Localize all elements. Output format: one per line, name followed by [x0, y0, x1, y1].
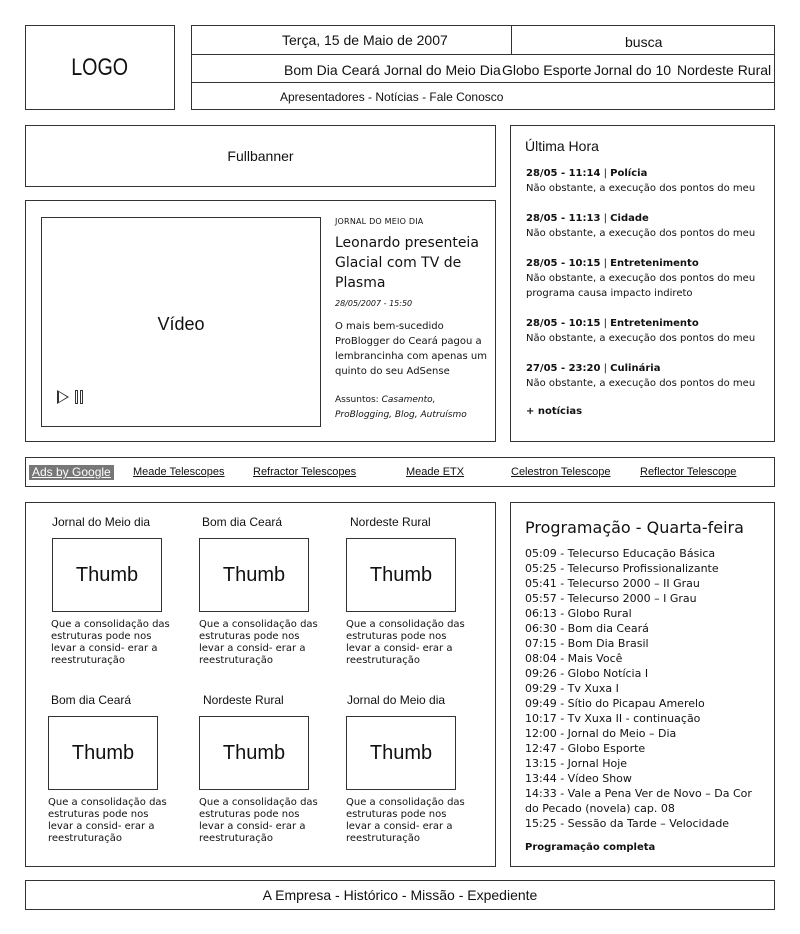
schedule-row[interactable]: 05:57 - Telecurso 2000 – I Grau	[525, 592, 697, 605]
schedule-row[interactable]: 05:41 - Telecurso 2000 – II Grau	[525, 577, 700, 590]
ads-by-google-badge[interactable]: Ads by Google	[29, 465, 114, 480]
thumb-image[interactable]	[48, 716, 158, 790]
logo-text: LOGO	[71, 53, 129, 81]
schedule-row[interactable]: 07:15 - Bom Dia Brasil	[525, 637, 649, 650]
story-kicker: JORNAL DO MEIO DIA	[335, 217, 424, 226]
fullbanner-ad[interactable]	[25, 125, 496, 187]
featured-story	[25, 200, 496, 442]
list-item[interactable]: 27/05 - 23:20 | Culinária Não obstante, a execução dos pontos do meu	[526, 363, 756, 389]
ultima-hora-list	[526, 166, 766, 406]
ad-link-celestron-telescope[interactable]: Celestron Telescope	[511, 466, 611, 478]
nav-jornal-do-10[interactable]: Jornal do 10	[594, 62, 672, 78]
programacao-panel	[510, 502, 775, 867]
thumb-text: Que a consolidação das estruturas pode nos levar a consid- erar a reestruturação	[48, 797, 167, 844]
item-text: Não obstante, a execução dos pontos do meu	[526, 333, 756, 344]
story-timestamp: 28/05/2007 - 15:50	[335, 299, 413, 308]
schedule-row[interactable]: 13:44 - Vídeo Show	[525, 772, 632, 785]
thumb-title: Nordeste Rural	[203, 693, 284, 707]
schedule-row[interactable]: 09:26 - Globo Notícia I	[525, 667, 649, 680]
footer	[25, 880, 775, 910]
ads-bar	[25, 457, 775, 487]
nav-globo-esporte[interactable]: Globo Esporte	[502, 62, 592, 78]
item-text: Não obstante, a execução dos pontos do meu	[526, 378, 756, 389]
schedule-row[interactable]: 09:49 - Sítio do Picapau Amerelo	[525, 697, 705, 710]
fullbanner-label: Fullbanner	[227, 148, 294, 164]
item-text: Não obstante, a execução dos pontos do meu	[526, 183, 756, 194]
footer-links[interactable]: A Empresa - Histórico - Missão - Expediente	[262, 887, 538, 903]
schedule-row[interactable]: 13:15 - Jornal Hoje	[525, 757, 628, 770]
header-top-row	[192, 26, 774, 55]
ultima-hora-panel	[510, 125, 775, 442]
thumb-image[interactable]	[346, 716, 456, 790]
story-topics	[335, 393, 495, 423]
item-text: Não obstante, a execução dos pontos do meu programa causa impacto indireto	[526, 273, 756, 299]
header-sublinks[interactable]: Apresentadores - Notícias - Fale Conosco	[280, 90, 504, 104]
item-time: 28/05 - 11:13	[526, 213, 601, 224]
current-date: Terça, 15 de Maio de 2007	[282, 32, 448, 48]
thumb-text: Que a consolidação das estruturas pode nos levar a consid- erar a reestruturação	[346, 619, 465, 666]
thumb-text: Que a consolidação das estruturas pode nos levar a consid- erar a reestruturação	[51, 619, 170, 666]
thumb-text: Que a consolidação das estruturas pode nos levar a consid- erar a reestruturação	[199, 619, 318, 666]
thumb-title: Bom dia Ceará	[202, 515, 283, 529]
thumb-label: Thumb	[369, 741, 433, 764]
thumb-title: Jornal do Meio dia	[52, 515, 151, 529]
thumb-title: Jornal do Meio dia	[347, 693, 446, 707]
thumb-image[interactable]	[52, 538, 162, 612]
schedule-row[interactable]: 12:47 - Globo Esporte	[525, 742, 646, 755]
thumb-label: Thumb	[222, 741, 286, 764]
schedule-row[interactable]: 05:25 - Telecurso Profissionalizante	[525, 562, 719, 575]
thumb-image[interactable]	[199, 538, 309, 612]
thumb-title: Bom dia Ceará	[51, 693, 132, 707]
item-category: Entretenimento	[610, 318, 699, 329]
thumb-label: Thumb	[369, 563, 433, 586]
item-category: Culinária	[610, 363, 661, 374]
item-text: Não obstante, a execução dos pontos do meu	[526, 228, 756, 239]
thumb-text: Que a consolidação das estruturas pode nos levar a consid- erar a reestruturação	[346, 797, 465, 844]
item-time: 28/05 - 11:14	[526, 168, 601, 179]
item-time: 28/05 - 10:15	[526, 258, 601, 269]
programacao-list	[525, 546, 769, 831]
pause-icon[interactable]	[75, 390, 84, 404]
item-time: 28/05 - 10:15	[526, 318, 601, 329]
item-category: Cidade	[610, 213, 649, 224]
nav-bom-dia-ceara[interactable]: Bom Dia Ceará	[284, 62, 380, 78]
ad-link-reflector-telescope[interactable]: Reflector Telescope	[640, 466, 737, 478]
story-headline[interactable]: Leonardo presenteia Glacial com TV de Plasma	[335, 235, 479, 291]
schedule-row[interactable]: 08:04 - Mais Você	[525, 652, 623, 665]
thumb-label: Thumb	[75, 563, 139, 586]
schedule-row[interactable]: 05:09 - Telecurso Educação Básica	[525, 547, 716, 560]
list-item[interactable]: 28/05 - 11:14 | Polícia Não obstante, a execução dos pontos do meu	[526, 168, 756, 194]
more-news-link[interactable]: + notícias	[526, 406, 583, 417]
thumb-label: Thumb	[71, 741, 135, 764]
video-player[interactable]	[41, 217, 321, 427]
item-category: Polícia	[610, 168, 648, 179]
full-schedule-link[interactable]: Programação completa	[525, 842, 656, 853]
nav-jornal-do-meio-dia[interactable]: Jornal do Meio Dia	[384, 62, 501, 78]
item-time: 27/05 - 23:20	[526, 363, 601, 374]
schedule-row[interactable]: 14:33 - Vale a Pena Ver de Novo – Da Cor do Pecado (novela) cap. 08	[525, 787, 752, 815]
ad-link-meade-telescopes[interactable]: Meade Telescopes	[133, 466, 225, 478]
thumb-image[interactable]	[199, 716, 309, 790]
schedule-row[interactable]: 06:30 - Bom dia Ceará	[525, 622, 649, 635]
schedule-row[interactable]: 15:25 - Sessão da Tarde – Velocidade	[525, 817, 730, 830]
list-item[interactable]: 28/05 - 11:13 | Cidade Não obstante, a execução dos pontos do meu	[526, 213, 756, 239]
topics-label: Assuntos:	[335, 395, 379, 405]
header-divider	[511, 26, 512, 55]
nav-nordeste-rural[interactable]: Nordeste Rural	[677, 62, 772, 78]
video-label: Vídeo	[157, 314, 205, 334]
play-icon[interactable]	[57, 390, 69, 404]
schedule-row[interactable]: 10:17 - Tv Xuxa II - continuação	[525, 712, 701, 725]
thumb-label: Thumb	[222, 563, 286, 586]
thumb-image[interactable]	[346, 538, 456, 612]
header-bar	[191, 25, 775, 110]
programacao-title: Programação - Quarta-feira	[525, 518, 744, 537]
item-category: Entretenimento	[610, 258, 699, 269]
thumbs-grid	[25, 502, 496, 867]
search-link[interactable]: busca	[625, 34, 663, 50]
schedule-row[interactable]: 09:29 - Tv Xuxa I	[525, 682, 619, 695]
ad-link-refractor-telescopes[interactable]: Refractor Telescopes	[253, 466, 357, 478]
schedule-row[interactable]: 06:13 - Globo Rural	[525, 607, 632, 620]
thumb-title: Nordeste Rural	[350, 515, 431, 529]
ultima-hora-title: Última Hora	[525, 138, 599, 154]
logo[interactable]	[25, 25, 175, 110]
ad-link-meade-etx[interactable]: Meade ETX	[406, 466, 465, 478]
list-item[interactable]: 28/05 - 10:15 | Entretenimento Não obstante, a execução dos pontos do meu programa causa impacto indireto	[526, 258, 756, 299]
schedule-row[interactable]: 12:00 - Jornal do Meio – Dia	[525, 727, 677, 740]
thumb-text: Que a consolidação das estruturas pode nos levar a consid- erar a reestruturação	[199, 797, 318, 844]
list-item[interactable]: 28/05 - 10:15 | Entretenimento Não obstante, a execução dos pontos do meu	[526, 318, 756, 344]
topics-list[interactable]: Casamento, ProBlogging, Blog, Autruísmo	[335, 395, 467, 420]
story-summary: O mais bem-sucedido ProBlogger do Ceará pagou a lembrancinha com apenas um quinto do seu AdSense	[335, 321, 487, 377]
